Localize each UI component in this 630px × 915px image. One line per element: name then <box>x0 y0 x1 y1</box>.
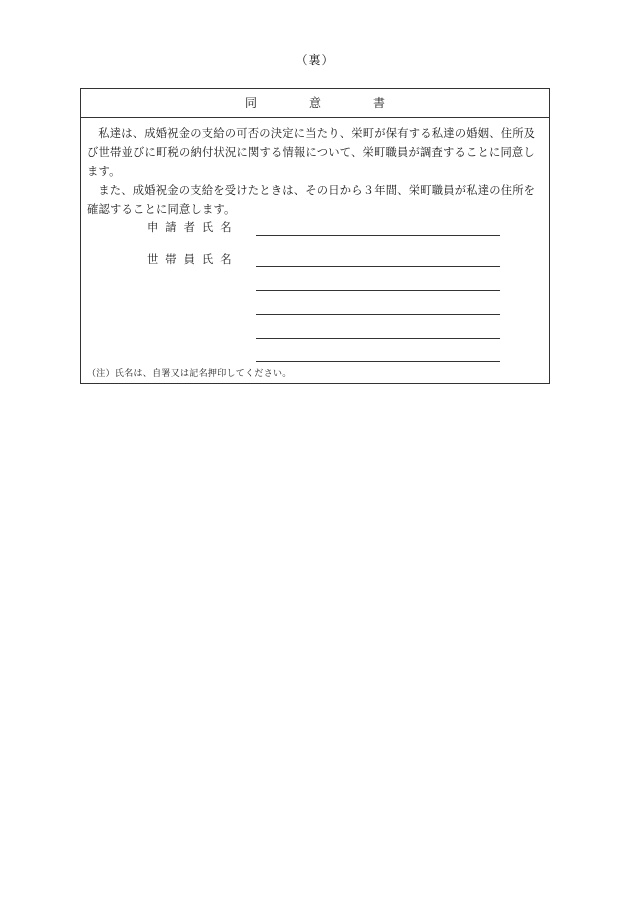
consent-paragraph-2: また、成婚祝金の支給を受けたときは、その日から３年間、栄町職員が私達の住所を確認することに同意します。 <box>87 184 536 216</box>
form-title: 同 意 書 <box>81 89 549 118</box>
page-label: （裏） <box>295 53 335 67</box>
applicant-signature-line[interactable] <box>256 235 500 236</box>
applicant-name-label: 申請者氏名 <box>147 221 239 234</box>
consent-paragraph-1: 私達は、成婚祝金の支給の可否の決定に当たり、栄町が保有する私達の婚姻、住所及び世帯並びに町税の納付状況に関する情報について、栄町職員が調査することに同意します。 <box>87 127 536 178</box>
signature-note: （注）氏名は、自署又は記名押印してください。 <box>87 369 292 379</box>
household-signature-line[interactable] <box>256 314 500 315</box>
household-signature-line[interactable] <box>256 290 500 291</box>
household-signature-line[interactable] <box>256 338 500 339</box>
household-signature-line[interactable] <box>256 266 500 267</box>
household-member-name-label: 世帯員氏名 <box>147 253 239 266</box>
consent-form <box>80 88 550 384</box>
household-signature-line[interactable] <box>256 361 500 362</box>
consent-text <box>87 124 543 219</box>
